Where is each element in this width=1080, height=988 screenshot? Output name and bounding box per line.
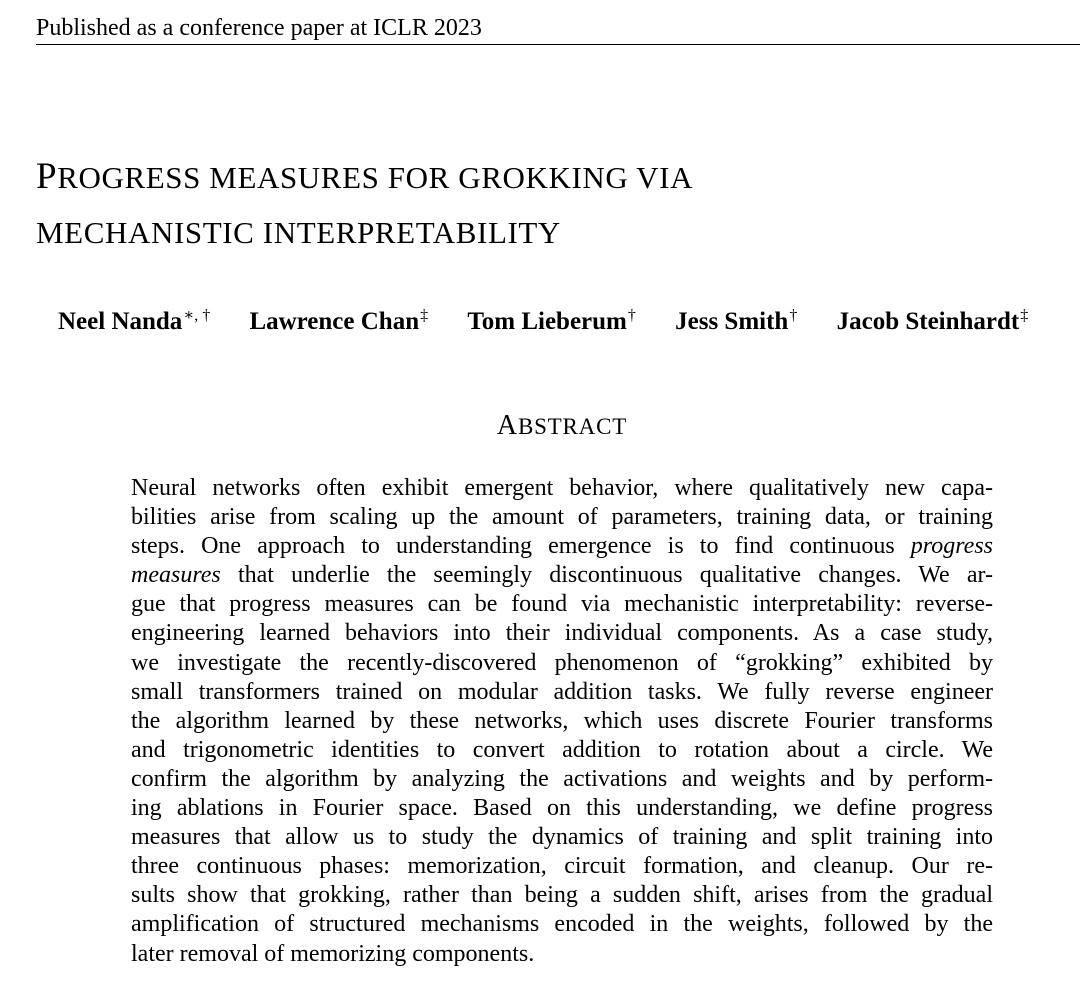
abstract-line: bilities arise from scaling up the amount of parameters, training data, or training (131, 504, 993, 531)
author (249, 298, 428, 340)
emphasized-term: measures (131, 562, 221, 589)
author-affiliation-marks: ‡ (420, 307, 429, 324)
author (467, 298, 636, 340)
paper-title (36, 150, 1076, 260)
emphasized-term: progress (910, 533, 993, 560)
author-affiliation-marks: † (789, 307, 798, 324)
abstract-line: amplification of structured mechanisms encoded in the weights, followed by the (131, 911, 993, 938)
running-header (36, 10, 1080, 45)
paper-title-line-2: MECHANISTIC INTERPRETABILITY (36, 215, 561, 250)
author-name: Jess Smith (675, 308, 789, 335)
abstract-line: ing ablations in Fourier space. Based on this understanding, we define progress (131, 795, 993, 822)
abstract-line: measures that underlie the seemingly discontinuous qualitative changes. We ar- (131, 562, 993, 589)
abstract-line: small transformers trained on modular addition tasks. We fully reverse engineer (131, 678, 993, 705)
paper-title-line-1: PROGRESS MEASURES FOR GROKKING VIA (36, 156, 694, 197)
author-name: Jacob Steinhardt (836, 308, 1020, 335)
author-name: Lawrence Chan (249, 308, 420, 335)
abstract-body (131, 474, 993, 969)
abstract-line: steps. One approach to understanding emergence is to find continuous progress (131, 533, 993, 560)
author-list (58, 298, 1028, 340)
abstract-line: three continuous phases: memorization, circuit formation, and cleanup. Our re- (131, 853, 993, 880)
author-affiliation-marks: † (627, 307, 636, 324)
abstract-line: measures that allow us to study the dynamics of training and split training into (131, 824, 993, 851)
abstract-line: engineering learned behaviors into their individual components. As a case study, (131, 620, 993, 647)
author-affiliation-marks: ∗, † (183, 307, 211, 324)
author-name: Tom Lieberum (467, 308, 627, 335)
abstract-line: we investigate the recently-discovered phenomenon of “grokking” exhibited by (131, 649, 993, 676)
abstract-line: sults show that grokking, rather than being a sudden shift, arises from the gradual (131, 882, 993, 909)
abstract-line: confirm the algorithm by analyzing the activations and weights and by perform- (131, 765, 993, 792)
abstract-line: the algorithm learned by these networks, which uses discrete Fourier transforms (131, 707, 993, 734)
author (58, 298, 210, 340)
abstract-line: and trigonometric identities to convert addition to rotation about a circle. We (131, 736, 993, 763)
author-affiliation-marks: ‡ (1020, 307, 1029, 324)
abstract-line: later removal of memorizing components. (131, 940, 535, 967)
author (675, 298, 797, 340)
abstract-heading: ABSTRACT (496, 410, 628, 441)
author (837, 298, 1029, 340)
abstract-line: Neural networks often exhibit emergent behavior, where qualitatively new capa- (131, 475, 993, 501)
author-name: Neel Nanda (58, 308, 183, 335)
running-header-text: Published as a conference paper at ICLR 2023 (36, 15, 482, 41)
abstract-line: gue that progress measures can be found via mechanistic interpretability: reverse- (131, 591, 993, 618)
